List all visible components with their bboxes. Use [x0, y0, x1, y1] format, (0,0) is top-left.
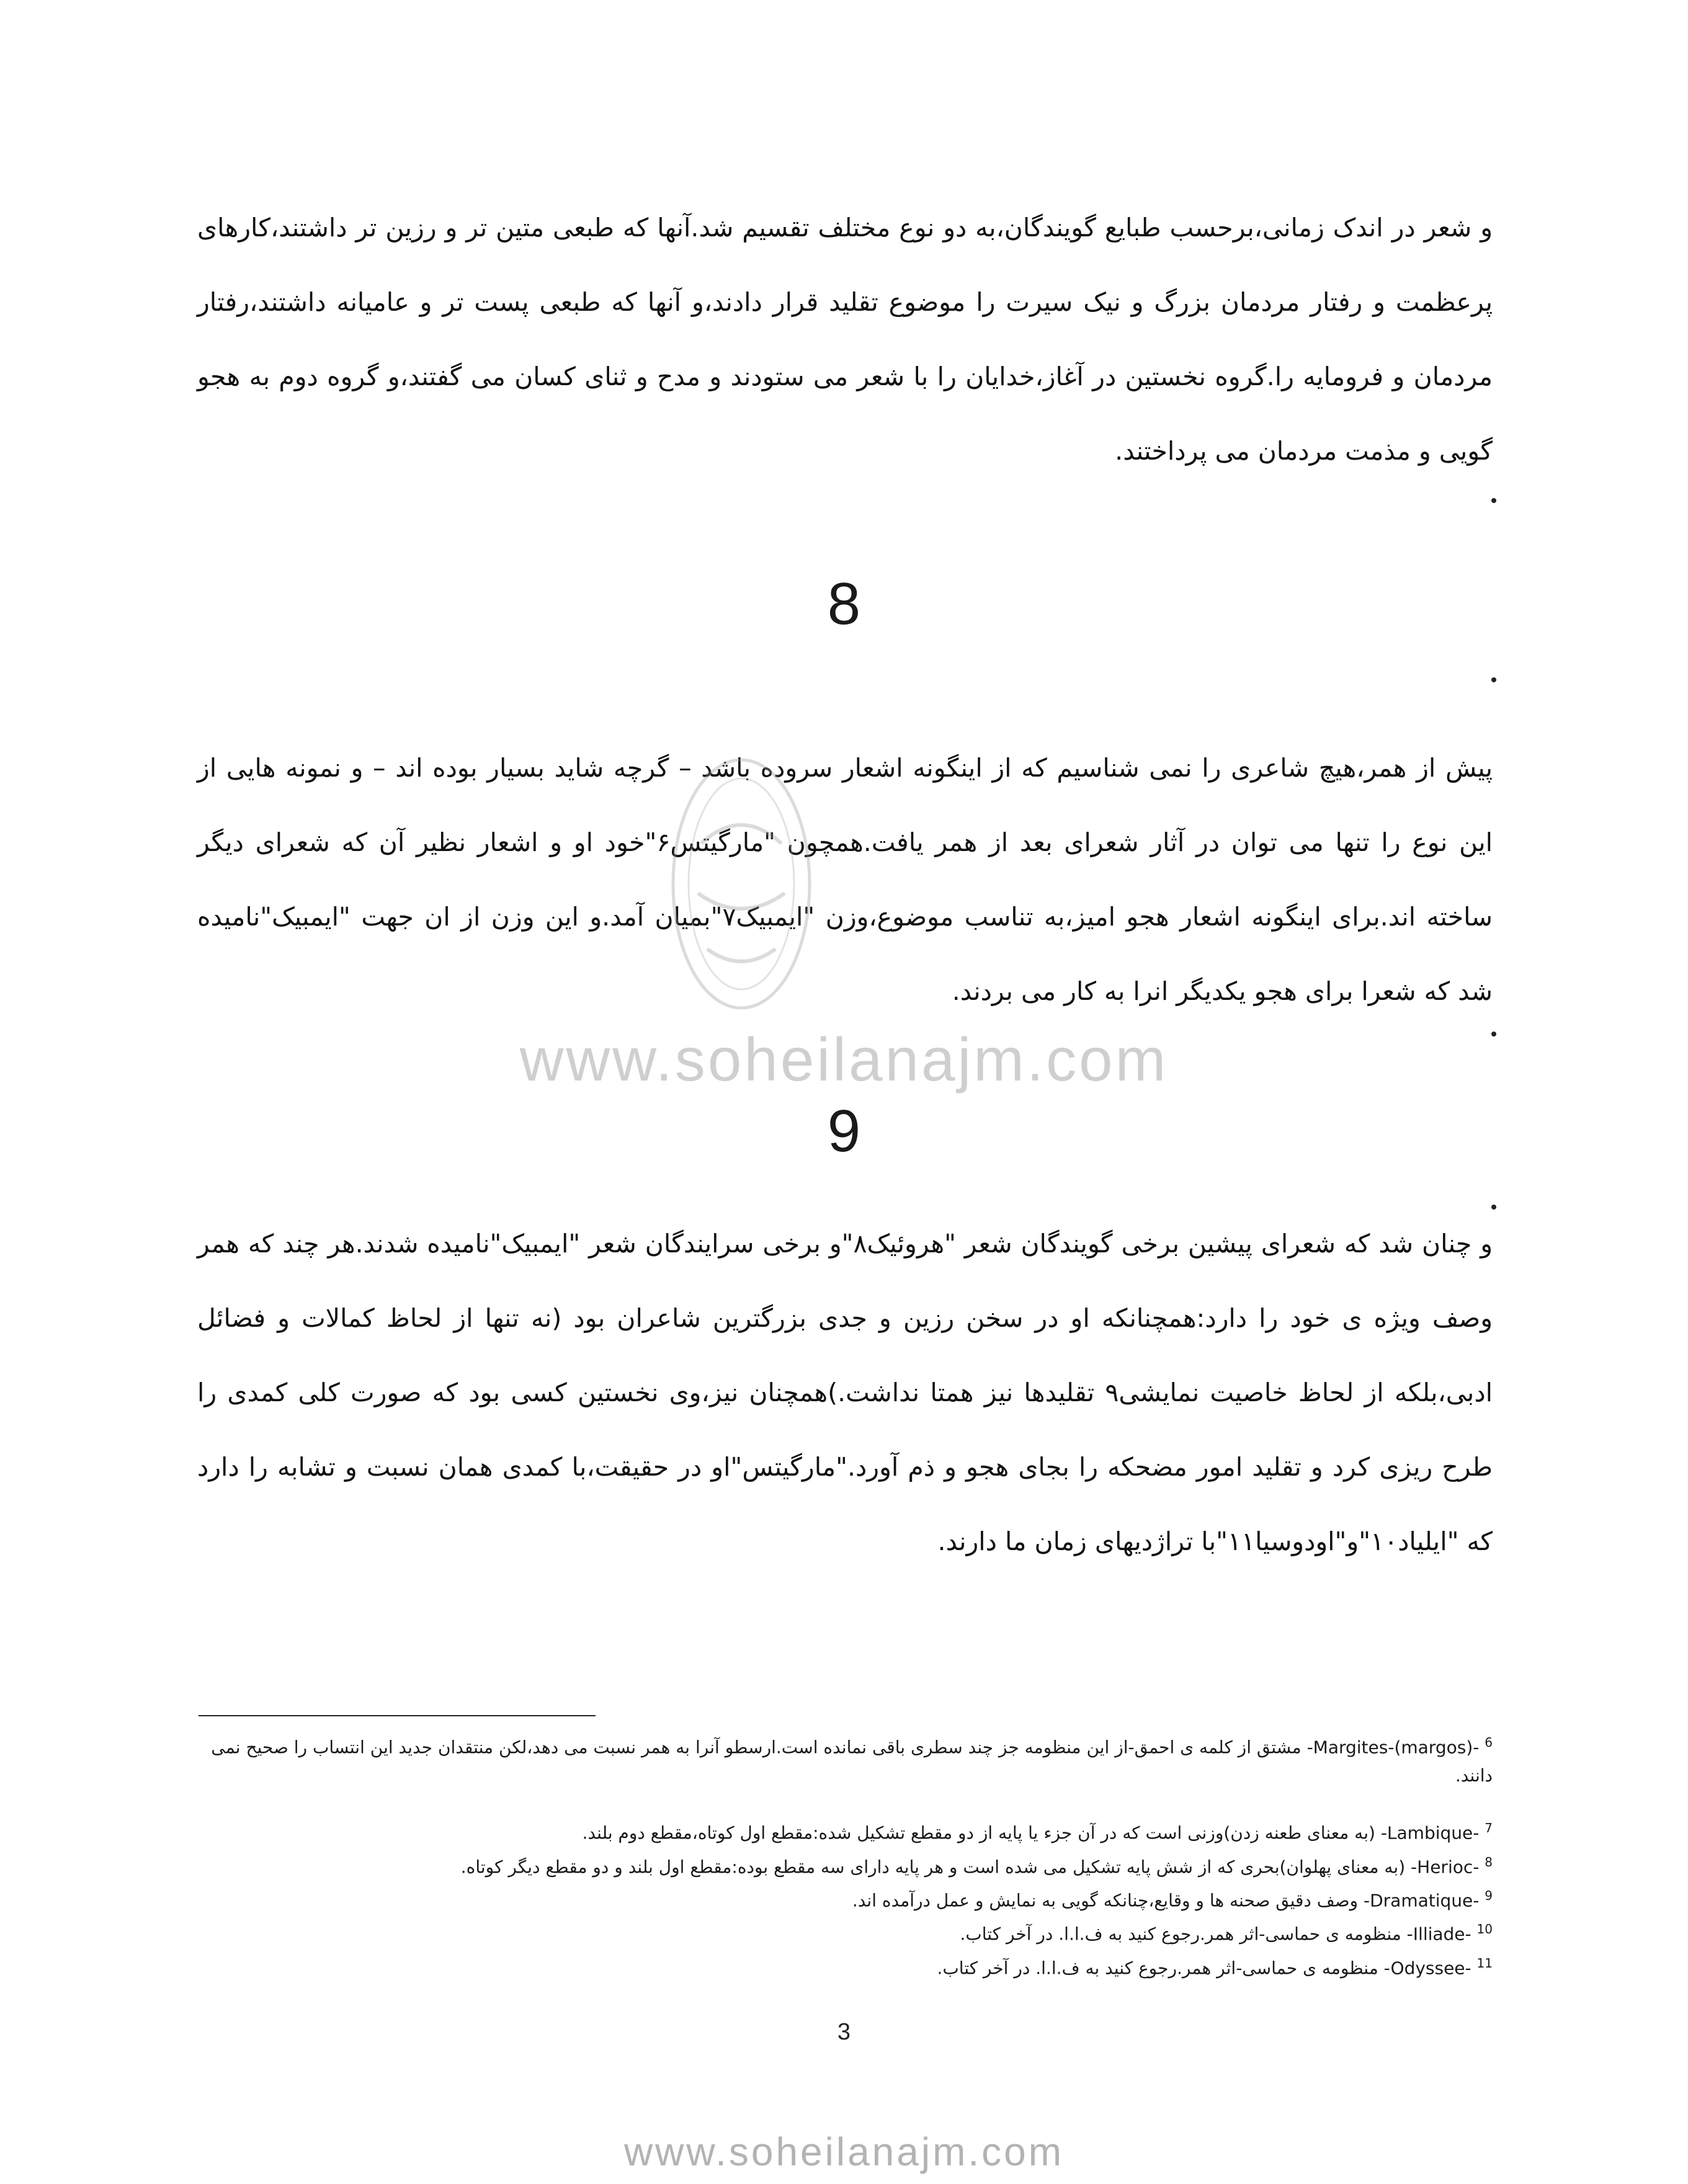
page-number: 3: [837, 2019, 851, 2045]
footnote-10: [197, 1915, 1493, 1948]
footnote-text: وصف دقیق صحنه ها و وقایع،چنانکه گویی به نمایش و عمل درآمده اند.: [852, 1890, 1359, 1911]
separator-dot: [1491, 498, 1496, 503]
paragraph-2: پیش از همر،هیچ شاعری را نمی شناسیم که از اینگونه اشعار سروده باشد – گرچه شاید بسیار بوده اند – و نمونه هایی از این نوع را تنها می توان در آثار شعرای بعد از همر یافت.همچون "مارگیتس۶"خود او و اشعار نظیر آن که شعرای دیگر ساخته اند.برای اینگونه اشعار هجو امیز،به تناسب موضوع،وزن "ایمبیک۷"بمیان آمد.و این وزن از ان جهت "ایمبیک"نامیده شد که شعرا برای هجو یکدیگر انرا به کار می بردند.: [197, 753, 1493, 1006]
paragraph-1: و شعر در اندک زمانی،برحسب طبایع گویندگان،به دو نوع مختلف تقسیم شد.آنها که طبعی متین تر و رزین تر داشتند،کارهای پرعظمت و رفتار مردمان بزرگ و نیک سیرت را موضوع تقلید قرار دادند،و آنها که طبعی پست تر و عامیانه داشتند،رفتار مردمان و فرومایه را.گروه نخستین در آغاز،خدایان را با شعر می ستودند و مدح و ثنای کسان می گفتند،و گروه دوم به هجو گویی و مذمت مردمان می پرداختند.: [197, 213, 1493, 466]
footnote-11: [197, 1949, 1493, 1982]
site-watermark-footer: www.soheilanajm.com: [623, 2129, 1065, 2174]
footnote-number: 8: [1485, 1854, 1493, 1870]
footnote-text: (به معنای پهلوان)بحری که از شش پایه تشکیل می شده است و هر پایه دارای سه مقطع بوده:مقطع اول بلند و دو مقطع دیگر کوتاه.: [460, 1856, 1406, 1877]
paragraph-3: و چنان شد که شعرای پیشین برخی گویندگان شعر "هروئیک۸"و برخی سرایندگان شعر "ایمبیک"نامیده شدند.هر چند که همر وصف ویژه ی خود را دارد:همچنانکه او در سخن رزین و جدی بزرگترین شاعران بود (نه تنها از لحاظ کمالات و فضائل ادبی،بلکه از لحاظ خاصیت نمایشی۹ تقلیدها نیز همتا نداشت.)همچنان نیز،وی نخستین کسی بود که صورت کلی کمدی را طرح ریزی کرد و تقلید امور مضحکه را بجای هجو و ذم آورد."مارگیتس"او در حقیقت،با کمدی همان نسبت و تشابه را دارد که "ایلیاد۱۰"و"اودوسیا۱۱"با تراژدیهای زمان ما دارند.: [197, 1229, 1493, 1556]
site-watermark: www.soheilanajm.com: [519, 1025, 1169, 1094]
footnote-number: 7: [1485, 1821, 1493, 1836]
footnote-number: 11: [1476, 1955, 1493, 1971]
footnote-text: مشتق از کلمه ی احمق-از این منظومه جز چند سطری باقی نمانده است.ارسطو آنرا به همر نسبت می دهد،لکن منتقدان جدید این انتساب را صحیح نمی دانند.: [211, 1737, 1493, 1786]
section-number-8: 8: [827, 571, 861, 637]
footnote-term: -Lambique-: [1380, 1822, 1480, 1843]
section-number-9: 9: [827, 1098, 861, 1164]
footnote-term: -Dramatique-: [1363, 1890, 1480, 1911]
footnote-number: 10: [1476, 1922, 1493, 1937]
footnote-text: منظومه ی حماسی-اثر همر.رجوع کنید به ف.ا.ا. در آخر کتاب.: [937, 1957, 1378, 1978]
footnote-text: (به معنای طعنه زدن)وزنی است که در آن جزء یا پایه از دو مقطع تشکیل شده:مقطع اول کوتاه،مقطع دوم بلند.: [582, 1822, 1375, 1843]
footnote-8: [197, 1848, 1493, 1881]
seal-watermark-icon: [664, 751, 819, 1017]
footnote-7: [197, 1814, 1493, 1847]
footnote-number: 9: [1485, 1888, 1493, 1903]
footnote-text: منظومه ی حماسی-اثر همر.رجوع کنید به ف.ا.ا. در آخر کتاب.: [960, 1923, 1401, 1945]
footnote-number: 6: [1485, 1735, 1493, 1750]
footnote-term: -Herioc-: [1411, 1856, 1480, 1877]
footnote-term: -Odyssee-: [1383, 1957, 1471, 1978]
footnote-term: -Illiade-: [1406, 1923, 1471, 1945]
footnote-term: -Margites-(margos)-: [1306, 1737, 1480, 1758]
footnote-6: [197, 1728, 1493, 1790]
footnotes-list: [197, 1728, 1493, 1982]
footnote-9: [197, 1881, 1493, 1915]
footnote-rule: [199, 1715, 596, 1716]
separator-dot: [1491, 677, 1496, 682]
